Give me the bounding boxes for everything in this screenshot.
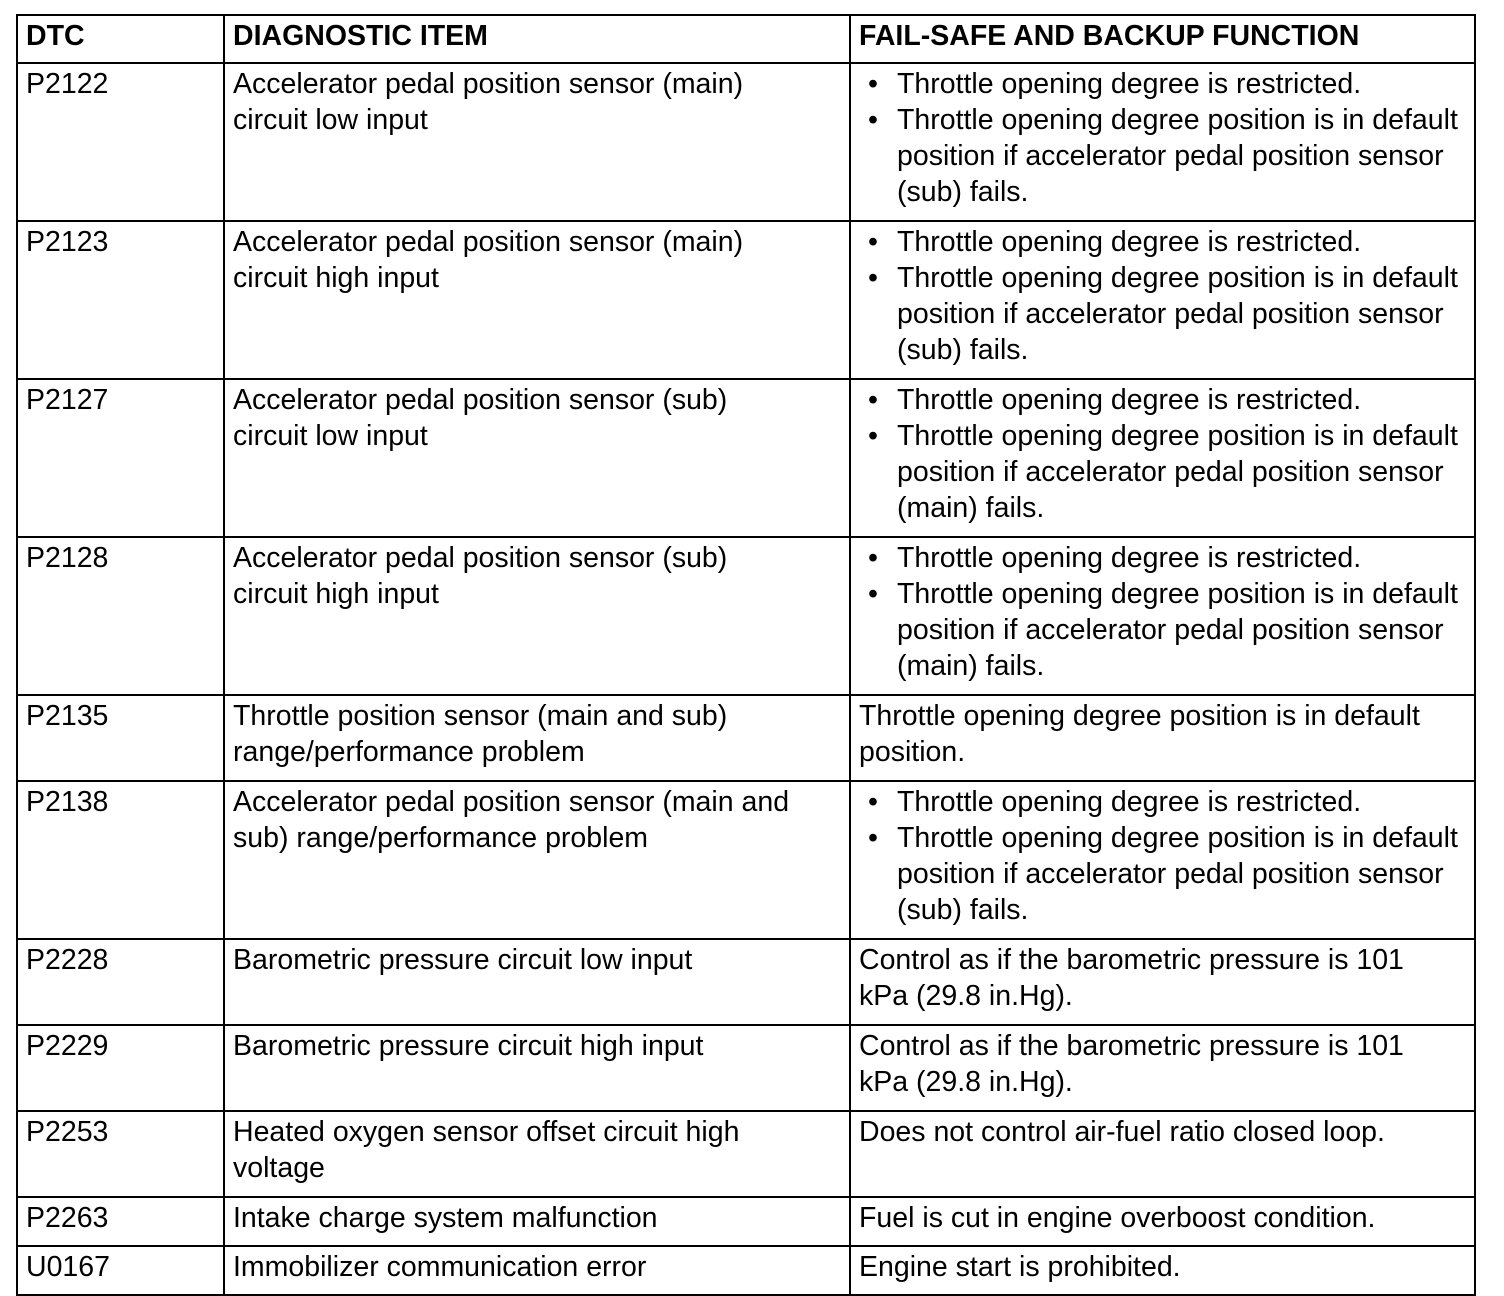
- fail-safe-bullet: [859, 540, 1466, 576]
- table-row: [17, 1025, 1475, 1111]
- fail-safe-bullet-list: [859, 224, 1466, 368]
- bullet-icon: •: [868, 104, 878, 136]
- bullet-icon: •: [868, 542, 878, 574]
- diagnostic-item-line: Throttle position sensor (main and sub): [233, 700, 728, 732]
- dtc-failsafe-table: [16, 14, 1476, 1296]
- dtc-code: P2127: [17, 379, 224, 537]
- dtc-code: P2135: [17, 695, 224, 781]
- diagnostic-item-cell: [224, 221, 850, 379]
- bullet-icon: •: [868, 384, 878, 416]
- header-fail-safe: FAIL-SAFE AND BACKUP FUNCTION: [850, 15, 1475, 63]
- fail-safe-text-line: position.: [859, 736, 966, 768]
- diagnostic-item-cell: [224, 537, 850, 695]
- fail-safe-text-line: Engine start is prohibited.: [859, 1251, 1181, 1283]
- table-row: [17, 695, 1475, 781]
- fail-safe-bullet: [859, 382, 1466, 418]
- dtc-code: P2228: [17, 939, 224, 1025]
- diagnostic-item-line: Accelerator pedal position sensor (main): [233, 68, 744, 100]
- diagnostic-item-line: Barometric pressure circuit low input: [233, 944, 693, 976]
- fail-safe-bullet-list: [859, 66, 1466, 210]
- fail-safe-bullet-text: Throttle opening degree position is in default position if accelerator pedal position sensor (sub) fails.: [897, 262, 1458, 366]
- fail-safe-cell: [850, 1197, 1475, 1246]
- fail-safe-bullet-text: Throttle opening degree position is in default position if accelerator pedal position sensor (sub) fails.: [897, 104, 1458, 208]
- diagnostic-item-line: range/performance problem: [233, 736, 585, 768]
- fail-safe-cell: [850, 379, 1475, 537]
- fail-safe-bullet: [859, 820, 1466, 928]
- fail-safe-bullet-text: Throttle opening degree is restricted.: [897, 542, 1362, 574]
- fail-safe-bullet: [859, 224, 1466, 260]
- fail-safe-bullet-list: [859, 784, 1466, 928]
- dtc-code: U0167: [17, 1246, 224, 1295]
- diagnostic-item-line: circuit low input: [233, 420, 428, 452]
- diagnostic-item-cell: [224, 1111, 850, 1197]
- header-dtc: DTC: [17, 15, 224, 63]
- fail-safe-bullet-text: Throttle opening degree is restricted.: [897, 226, 1362, 258]
- fail-safe-cell: [850, 939, 1475, 1025]
- fail-safe-text-line: Does not control air-fuel ratio closed loop.: [859, 1116, 1385, 1148]
- header-diagnostic-item: DIAGNOSTIC ITEM: [224, 15, 850, 63]
- fail-safe-bullet-text: Throttle opening degree position is in default position if accelerator pedal position sensor (main) fails.: [897, 578, 1458, 682]
- fail-safe-bullet-text: Throttle opening degree is restricted.: [897, 786, 1362, 818]
- table-header-row: [17, 15, 1475, 63]
- dtc-code: P2123: [17, 221, 224, 379]
- fail-safe-bullet: [859, 66, 1466, 102]
- dtc-code: P2263: [17, 1197, 224, 1246]
- diagnostic-item-cell: [224, 939, 850, 1025]
- fail-safe-text-line: Fuel is cut in engine overboost condition.: [859, 1202, 1376, 1234]
- fail-safe-text-line: Throttle opening degree position is in default: [859, 700, 1420, 732]
- fail-safe-bullet-text: Throttle opening degree is restricted.: [897, 384, 1362, 416]
- fail-safe-bullet-text: Throttle opening degree position is in default position if accelerator pedal position sensor (main) fails.: [897, 420, 1458, 524]
- table-row: [17, 63, 1475, 221]
- fail-safe-bullet: [859, 576, 1466, 684]
- fail-safe-bullet: [859, 102, 1466, 210]
- bullet-icon: •: [868, 68, 878, 100]
- diagnostic-item-line: Accelerator pedal position sensor (sub): [233, 542, 728, 574]
- bullet-icon: •: [868, 822, 878, 854]
- table-row: [17, 379, 1475, 537]
- fail-safe-cell: [850, 221, 1475, 379]
- diagnostic-item-line: Accelerator pedal position sensor (main): [233, 226, 744, 258]
- diagnostic-item-cell: [224, 1197, 850, 1246]
- bullet-icon: •: [868, 226, 878, 258]
- bullet-icon: •: [868, 420, 878, 452]
- table-body: [17, 63, 1475, 1295]
- table-row: [17, 537, 1475, 695]
- diagnostic-item-cell: [224, 695, 850, 781]
- table-row: [17, 939, 1475, 1025]
- diagnostic-item-line: Accelerator pedal position sensor (sub): [233, 384, 728, 416]
- fail-safe-bullet-text: Throttle opening degree is restricted.: [897, 68, 1362, 100]
- diagnostic-item-line: Intake charge system malfunction: [233, 1202, 658, 1234]
- dtc-code: P2229: [17, 1025, 224, 1111]
- fail-safe-text-line: kPa (29.8 in.Hg).: [859, 980, 1073, 1012]
- fail-safe-bullet-list: [859, 540, 1466, 684]
- diagnostic-item-line: circuit high input: [233, 262, 439, 294]
- fail-safe-cell: [850, 1111, 1475, 1197]
- fail-safe-text-line: Control as if the barometric pressure is 101: [859, 944, 1404, 976]
- diagnostic-item-cell: [224, 781, 850, 939]
- diagnostic-item-line: voltage: [233, 1152, 325, 1184]
- diagnostic-item-line: circuit low input: [233, 104, 428, 136]
- diagnostic-item-cell: [224, 1025, 850, 1111]
- dtc-code: P2253: [17, 1111, 224, 1197]
- fail-safe-bullet: [859, 784, 1466, 820]
- bullet-icon: •: [868, 578, 878, 610]
- fail-safe-cell: [850, 695, 1475, 781]
- dtc-code: P2122: [17, 63, 224, 221]
- fail-safe-cell: [850, 63, 1475, 221]
- fail-safe-bullet: [859, 260, 1466, 368]
- table-row: [17, 781, 1475, 939]
- fail-safe-cell: [850, 1025, 1475, 1111]
- table-row: [17, 1111, 1475, 1197]
- fail-safe-text-line: Control as if the barometric pressure is 101: [859, 1030, 1404, 1062]
- table-row: [17, 221, 1475, 379]
- fail-safe-cell: [850, 537, 1475, 695]
- dtc-code: P2138: [17, 781, 224, 939]
- fail-safe-bullet-text: Throttle opening degree position is in default position if accelerator pedal position sensor (sub) fails.: [897, 822, 1458, 926]
- fail-safe-text-line: kPa (29.8 in.Hg).: [859, 1066, 1073, 1098]
- diagnostic-item-cell: [224, 379, 850, 537]
- diagnostic-item-line: circuit high input: [233, 578, 439, 610]
- fail-safe-bullet-list: [859, 382, 1466, 526]
- diagnostic-item-line: Heated oxygen sensor offset circuit high: [233, 1116, 740, 1148]
- diagnostic-item-line: Immobilizer communication error: [233, 1251, 647, 1283]
- dtc-code: P2128: [17, 537, 224, 695]
- table-row: [17, 1197, 1475, 1246]
- diagnostic-item-line: Barometric pressure circuit high input: [233, 1030, 704, 1062]
- diagnostic-item-cell: [224, 63, 850, 221]
- diagnostic-item-line: Accelerator pedal position sensor (main and: [233, 786, 790, 818]
- fail-safe-bullet: [859, 418, 1466, 526]
- diagnostic-item-line: sub) range/performance problem: [233, 822, 649, 854]
- bullet-icon: •: [868, 262, 878, 294]
- fail-safe-cell: [850, 781, 1475, 939]
- bullet-icon: •: [868, 786, 878, 818]
